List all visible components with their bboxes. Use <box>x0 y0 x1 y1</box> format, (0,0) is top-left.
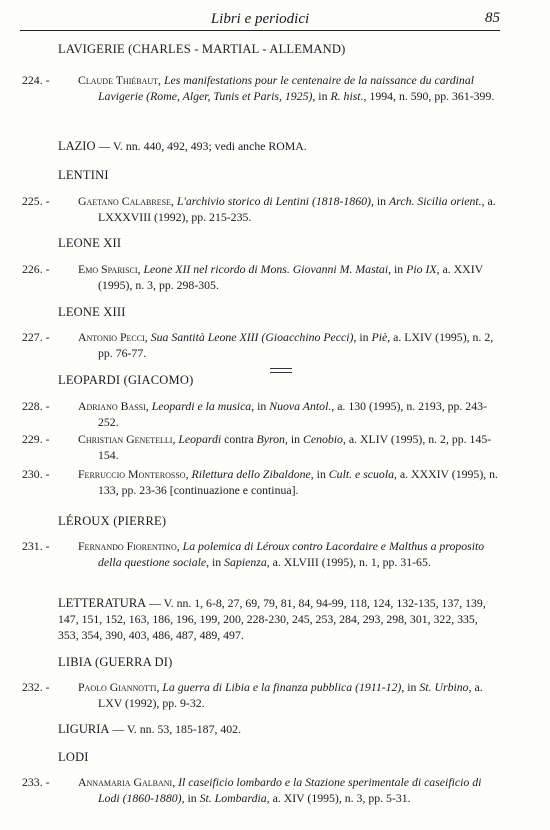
entry-title: Sua Santità Leone XIII (Gioacchino Pecci) <box>150 330 354 344</box>
heading-leone-xiii: LEONE XIII <box>58 305 126 319</box>
entry-number: 226. - <box>22 262 50 276</box>
entry-title: La polemica di Léroux contro Lacordaire e Malthus a proposito della questione sociale <box>98 539 485 569</box>
ref-lead: LAZIO <box>58 139 96 153</box>
page-number: 85 <box>485 10 500 26</box>
entry-author: Ferruccio Monterosso <box>78 467 186 481</box>
entry-details: , 1994, n. 590, pp. 361-399. <box>363 89 495 103</box>
ref-text: — V. nn. 1, 6-8, 27, 69, 79, 81, 84, 94-99, 118, 124, 132-135, 137, 139, 147, 151, 152, 163, 186, 196, 199, 200, 228-230, 245, 253, 284, 293, 298, 301, 322, 335, 353, 354, 390, 403, 486, 487, 489, 497. <box>58 596 486 642</box>
entry-number: 225. - <box>22 194 50 208</box>
heading-lavigerie: LAVIGERIE (CHARLES - MARTIAL - ALLEMAND) <box>58 42 346 56</box>
entry-number: 227. - <box>22 330 50 344</box>
ref-lazio <box>58 138 498 154</box>
entry-title: Leopardi e la musica <box>151 399 252 413</box>
entry-details: , a. XLIV (1995), n. 2, pp. 145-154. <box>98 432 492 462</box>
entry-225: 225. - Gaetano Calabrese, L'archivio storico di Lentini (1818-1860), in Arch. Sicilia orient., a. LXXXVIII (1992), pp. 215-235. <box>22 194 496 224</box>
entry-author: Fernando Fiorentino <box>78 539 177 553</box>
entry-number: 231. - <box>22 539 50 553</box>
entry-details: , a. XXIV (1995), n. 3, pp. 298-305. <box>98 262 483 292</box>
running-header <box>20 8 500 31</box>
entry-number: 224. - <box>22 73 50 87</box>
entry-author: Paolo Giannotti <box>78 680 157 694</box>
ref-lead: LIGURIA <box>58 722 110 736</box>
entry-journal: Nuova Antol. <box>269 399 332 413</box>
entry-journal: Cenobio <box>302 432 343 446</box>
entry-231: 231. - Fernando Fiorentino, La polemica di Léroux contro Lacordaire e Malthus a proposito della questione sociale, in Sapienza, a. XLVIII (1995), n. 1, pp. 31-65. <box>22 539 485 569</box>
heading-leopardi: LEOPARDI (GIACOMO) <box>58 373 194 387</box>
heading-libia: LIBIA (GUERRA DI) <box>58 655 173 669</box>
entry-details: , a. 130 (1995), n. 2193, pp. 243-252. <box>98 399 487 429</box>
ref-text: — V. nn. 53, 185-187, 402. <box>109 722 242 736</box>
entry-title: L'archivio storico di Lentini (1818-1860) <box>176 194 371 208</box>
heading-leroux: LÉROUX (PIERRE) <box>58 514 167 528</box>
entry-227: 227. - Antonio Pecci, Sua Santità Leone XIII (Gioacchino Pecci), in Piè, a. LXIV (1995), n. 2, pp. 76-77. <box>22 330 494 360</box>
ref-liguria <box>58 721 498 737</box>
entry-details: , a. LXXXVIII (1992), pp. 215-235. <box>98 194 496 224</box>
entry-author: Adriano Bassi <box>78 399 146 413</box>
entry-title: La guerra di Libia e la finanza pubblica (1911-12) <box>162 680 402 694</box>
entry-226: 226. - Emo Sparisci, Leone XII nel ricordo di Mons. Giovanni M. Mastai, in Pio IX, a. XXIV (1995), n. 3, pp. 298-305. <box>22 262 483 292</box>
heading-lentini: LENTINI <box>58 168 109 182</box>
entry-details: , a. LXV (1992), pp. 9-32. <box>98 680 483 710</box>
entry-title-part: Byron <box>256 432 285 446</box>
ref-letteratura <box>58 595 498 643</box>
entry-author: Gaetano Calabrese <box>78 194 171 208</box>
entry-title: Il caseificio lombardo e la Stazione sperimentale di caseificio di Lodi (1860-1880) <box>98 775 482 805</box>
entry-details: , a. XLVIII (1995), n. 1, pp. 31-65. <box>266 555 431 569</box>
entry-journal: St. Lombardia <box>199 791 267 805</box>
heading-lodi: LODI <box>58 750 89 764</box>
entry-journal: Sapienza <box>224 555 267 569</box>
entry-number: 230. - <box>22 467 50 481</box>
entry-author: Claude Thiébaut <box>78 73 159 87</box>
entry-title: Leopardi <box>178 432 222 446</box>
entry-number: 232. - <box>22 680 50 694</box>
entry-228: 228. - Adriano Bassi, Leopardi e la musica, in Nuova Antol., a. 130 (1995), n. 2193, pp. 243-252. <box>22 399 487 429</box>
heading-leone-xii: LEONE XII <box>58 236 122 250</box>
entry-journal: Piè <box>371 330 388 344</box>
entry-number: 233. - <box>22 775 50 789</box>
ref-text: — V. nn. 440, 492, 493; vedi anche ROMA. <box>95 139 307 153</box>
entry-author: Emo Sparisci <box>78 262 138 276</box>
running-title: Libri e periodici <box>210 11 310 27</box>
entry-title: Leone XII nel ricordo di Mons. Giovanni M. Mastai <box>143 262 389 276</box>
entry-details: , a. XXXIV (1995), n. 133, pp. 23-36 [continuazione e continua]. <box>98 467 498 497</box>
entry-journal: Cult. e scuola <box>328 467 395 481</box>
entry-journal: St. Urbino <box>419 680 469 694</box>
entry-journal: Arch. Sicilia orient. <box>388 194 482 208</box>
ornament-divider <box>270 368 292 373</box>
ref-lead: LETTERATURA <box>58 596 147 610</box>
entry-number: 229. - <box>22 432 50 446</box>
entry-author: Antonio Pecci <box>78 330 145 344</box>
entry-details: , a. XIV (1995), n. 3, pp. 5-31. <box>266 791 411 805</box>
entry-230: 230. - Ferruccio Monterosso, Rilettura dello Zibaldone, in Cult. e scuola, a. XXXIV (1995), n. 133, pp. 23-36 [continuazione e continua]. <box>22 467 498 497</box>
entry-journal: R. hist. <box>330 89 364 103</box>
entry-224: 224. - Claude Thiébaut, Les manifestations pour le centenaire de la naissance du cardinal Lavigerie (Rome, Alger, Tunis et Paris, 1925), in R. hist., 1994, n. 590, pp. 361-399. <box>22 73 495 103</box>
entry-author: Christian Genetelli <box>78 432 173 446</box>
entry-title: Rilettura dello Zibaldone <box>191 467 311 481</box>
entry-number: 228. - <box>22 399 50 413</box>
entry-233: 233. - Annamaria Galbani, Il caseificio lombardo e la Stazione sperimentale di caseificio di Lodi (1860-1880), in St. Lombardia, a. XIV (1995), n. 3, pp. 5-31. <box>22 775 482 805</box>
entry-details: , a. LXIV (1995), n. 2, pp. 76-77. <box>98 330 494 360</box>
entry-journal: Pio IX <box>406 262 437 276</box>
entry-229: 229. - Christian Genetelli, Leopardi contra Byron, in Cenobio, a. XLIV (1995), n. 2, pp. 145-154. <box>22 432 492 462</box>
entry-author: Annamaria Galbani <box>78 775 173 789</box>
entry-232: 232. - Paolo Giannotti, La guerra di Libia e la finanza pubblica (1911-12), in St. Urbino, a. LXV (1992), pp. 9-32. <box>22 680 483 710</box>
entry-title: Les manifestations pour le centenaire de la naissance du cardinal Lavigerie (Rome, Alger, Tunis et Paris, 1925) <box>98 73 475 103</box>
